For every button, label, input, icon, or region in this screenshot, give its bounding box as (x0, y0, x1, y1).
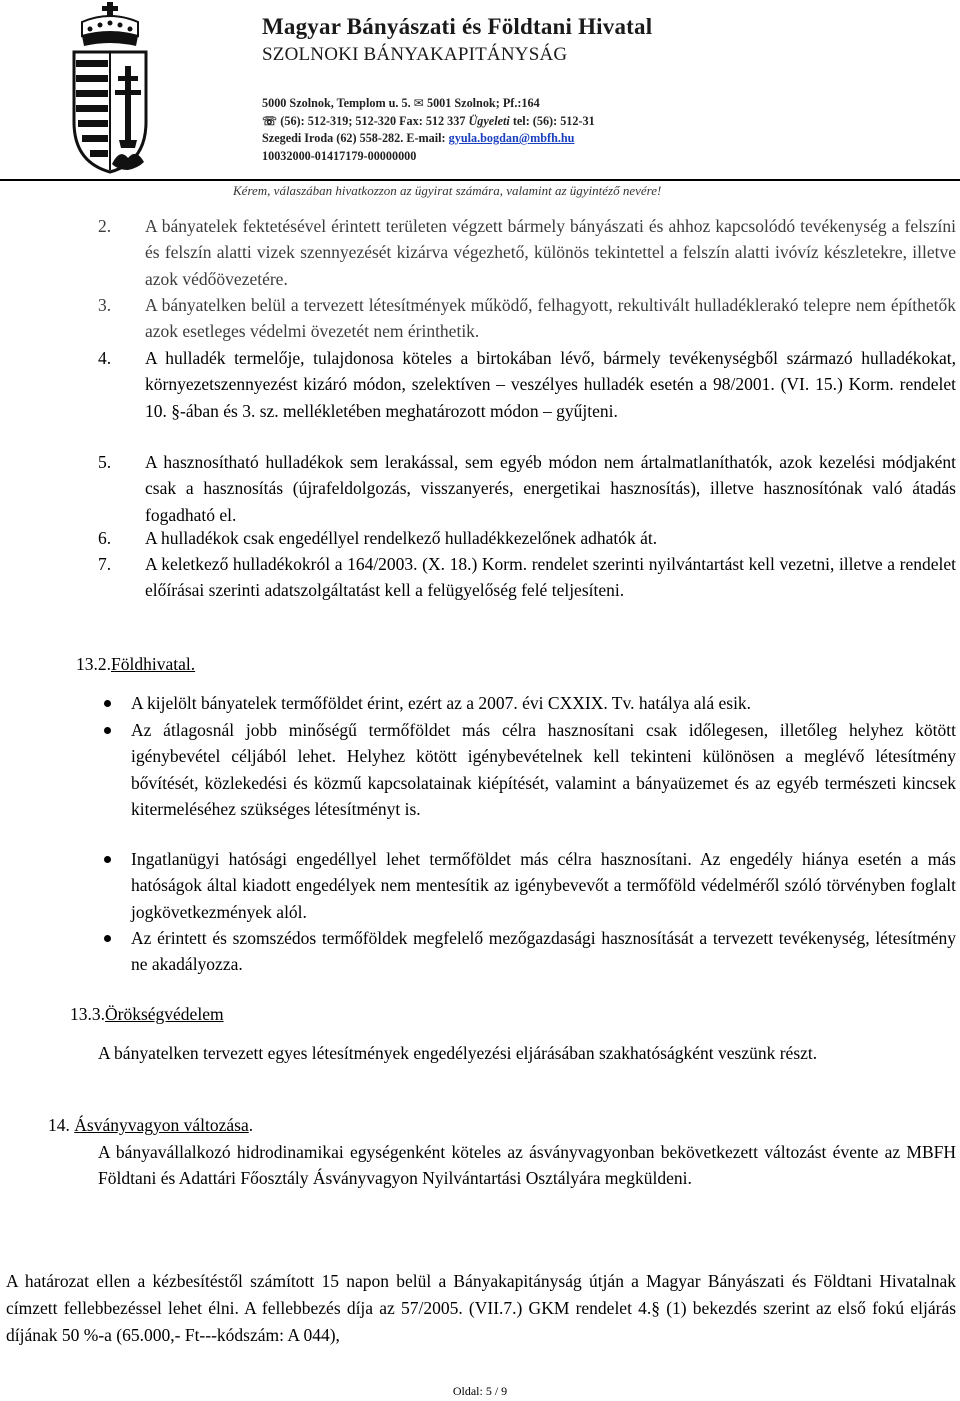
bullet-dot-icon (104, 727, 111, 734)
item-text: A bányatelek fektetésével érintett területen végzett bármely bányászati és ahhoz kapcsolódó tevékenység a felszíni és felszín alatti vizek szennyezését kizárva végezhető, különös tekintettel a felszín alatti ivóvíz készletekre, illetve azok védőövezetére. (145, 216, 956, 289)
item-number: 7. (98, 554, 112, 574)
item-text: A hasznosítható hulladékok sem lerakással, sem egyéb módon nem ártalmatlaníthatók, azok kezelési módjaként csak a hasznosítás (újrafeldolgozás, visszanyerés, energetikai hasznosítás), illetve hasznosítónak való átadás fogadható el. (145, 452, 956, 525)
address-text: 5000 Szolnok, Templom u. 5. (262, 96, 411, 110)
list-item (98, 551, 956, 604)
bullet-text: Az érintett és szomszédos termőföldek megfelelő mezőgazdasági hasznosítását a tervezett tevékenység, létesítmény ne akadályozza. (131, 928, 956, 975)
bullet-dot-icon (104, 935, 111, 942)
bank-account: 10032000-01417179-00000000 (262, 149, 417, 163)
section-14-text: A bányavállalkozó hidrodinamikai egységenként köteles az ásványvagyonban bekövetkezett változást évente az MBFH Földtani és Adattári Főosztály Ásványvagyon Nyilvántartási Osztályára megküldeni. (98, 1142, 956, 1189)
coat-of-arms-emblem (68, 2, 152, 174)
office-title: Magyar Bányászati és Földtani Hivatal (262, 14, 653, 39)
duty-label: Ügyeleti (468, 114, 510, 128)
list-item (98, 449, 956, 528)
bullet-item (104, 690, 956, 716)
bullet-item (104, 925, 956, 978)
header-divider (0, 179, 960, 181)
section-title-period: . (248, 1115, 254, 1135)
page-number: Oldal: 5 / 9 (452, 1384, 508, 1398)
item-number: 3. (98, 295, 112, 315)
phone-icon: ☏ (262, 114, 278, 128)
item-text: A hulladékok csak engedéllyel rendelkező hulladékkezelőnek adhatók át. (145, 528, 658, 548)
section-heading-1333 (70, 1004, 224, 1025)
section-title: Ásványvagyon változása (74, 1115, 249, 1135)
section-number: 13.3. (70, 1004, 105, 1024)
bullet-dot-icon (104, 700, 111, 707)
office-subtitle: SZOLNOKI BÁNYAKAPITÁNYSÁG (262, 44, 568, 65)
bullet-text: A kijelölt bányatelek termőföldet érint, ezért az a 2007. évi CXXIX. Tv. hatálya alá esik. (131, 693, 752, 713)
bullet-dot-icon (104, 856, 111, 863)
item-text: A keletkező hulladékokról a 164/2003. (X. 18.) Korm. rendelet szerinti nyilvántartást kell vezetni, illetve a rendelet előírásai szerinti adatszolgáltatást kell a felügyelőség felé teljesíteni. (145, 554, 956, 601)
section-title: Földhivatal. (111, 654, 196, 674)
section-heading-1322 (76, 654, 195, 675)
bullet-text: Az átlagosnál jobb minőségű termőföldet más célra hasznosítani csak időlegesen, illetőleg helyhez kötött igénybevétel céljából lehet. Helyhez kötött igénybevételnek kell tekinteni különösen a meglévő létesítmény bővítését, közlekedési és közmű kapcsolatainak kiépítését, valamint a bányaüzemet és az egyéb természeti kincsek kitermeléséhez szükséges létesítményt is. (131, 720, 956, 820)
appeal-paragraph: A határozat ellen a kézbesítéstől számított 15 napon belül a Bányakapitányság útján a Magyar Bányászati és Földtani Hivatalnak címzett fellebbezéssel lehet élni. A fellebbezés díja az 57/2005. (VII.7.) GKM rendelet 4.§ (1) bekezdés szerint az első fokú eljárás díjának 50 %-a (65.000,- Ft---kódszám: A 044), (6, 1271, 956, 1345)
reference-note: Kérem, válaszában hivatkozzon az ügyirat számára, valamint az ügyintéző nevére! (233, 183, 662, 198)
item-number: 2. (98, 216, 112, 236)
item-number: 5. (98, 452, 112, 472)
duty-phone-text: tel: (56): 512-31 (512, 114, 595, 128)
item-text: A bányatelken belül a tervezett létesítmények működő, felhagyott, rekultivált hulladéklerakó telepre nem építhetők azok esetleges védelmi övezetét nem érinthetik. (145, 295, 956, 342)
email-link[interactable]: gyula.bogdan@mbfh.hu (448, 131, 575, 145)
list-item (98, 345, 956, 424)
item-number: 6. (98, 528, 112, 548)
item-number: 4. (98, 348, 112, 368)
szeged-office-text: Szegedi Iroda (62) 558-282. E-mail: (262, 131, 446, 145)
bullet-text: Ingatlanügyi hatósági engedéllyel lehet termőföldet más célra hasznosítani. Az engedély hiánya esetén a más hatóságok által kiadott engedélyek nem mentesítik az igénybevevőt a termőföld védelméről szóló törvényben foglalt jogkövetkezmények alól. (131, 849, 956, 922)
contact-phone-line (262, 114, 595, 129)
list-item (98, 213, 956, 292)
list-item (98, 292, 956, 345)
section-number: 14. (48, 1115, 70, 1135)
section-1333-text: A bányatelken tervezett egyes létesítmények engedélyezési eljárásában szakhatóságként veszünk részt. (98, 1043, 818, 1063)
phone-fax-text: (56): 512-319; 512-320 Fax: 512 337 (280, 114, 466, 128)
list-item (98, 525, 956, 551)
section-number: 13.2. (76, 654, 111, 674)
postbox-text: 5001 Szolnok; Pf.:164 (426, 96, 540, 110)
section-heading-14 (48, 1115, 253, 1136)
contact-address-line (262, 96, 540, 111)
contact-szeged-line (262, 131, 574, 146)
bullet-item (104, 846, 956, 925)
bullet-item (104, 717, 956, 823)
section-title: Örökségvédelem (105, 1004, 224, 1024)
envelope-icon: ✉ (413, 96, 424, 110)
item-text: A hulladék termelője, tulajdonosa köteles a birtokában lévő, bármely tevékenységből származó hulladékokat, környezetszennyezést kizáró módon, szelektíven – veszélyes hulladék esetén a 98/2001. (VI. 15.) Korm. rendelet 10. §-ában és 3. sz. mellékletében meghatározott módon – gyűjteni. (145, 348, 956, 421)
